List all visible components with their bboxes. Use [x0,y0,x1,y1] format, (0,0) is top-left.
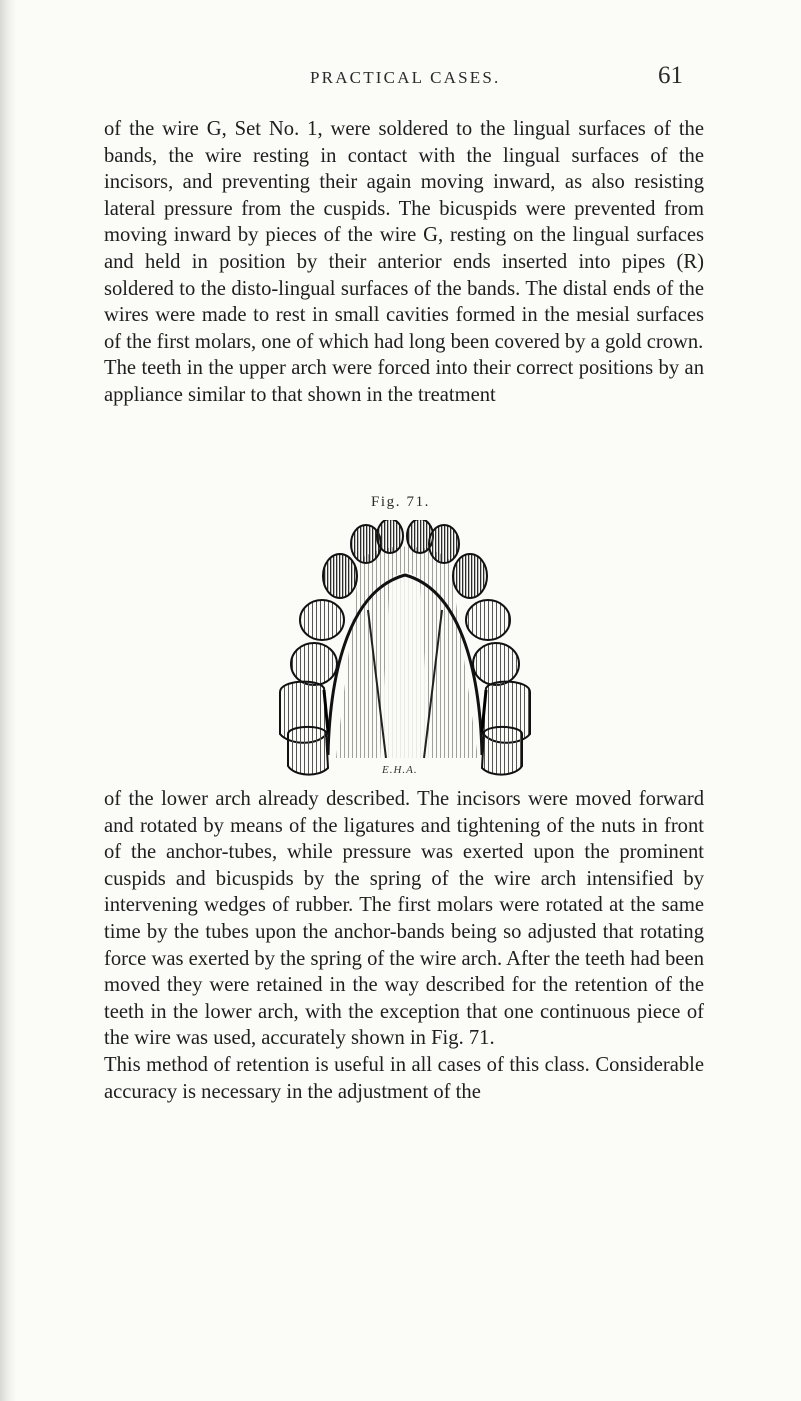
running-head [0,62,801,94]
page-edge-shadow [0,0,16,1401]
paragraph: of the wire G, Set No. 1, were soldered to the lingual surfaces of the bands, the wire resting in contact with the lingual surfaces of the incisors, and preventing their again moving inward, as also resisting lateral pressure from the cuspids. The bicuspids were prevented from moving inward by pieces of the wire G, resting on the lingual surfaces and held in position by their anterior ends inserted into pipes (R) soldered to the disto-lingual surfaces of the bands. The distal ends of the wires were made to rest in small cavities formed in the mesial surfaces of the first molars, one of which had long been covered by a gold crown. [104,118,704,353]
dental-arch-figure [240,520,570,780]
running-title: PRACTICAL CASES. [310,68,501,87]
page-number: 61 [658,62,683,89]
body-text-after-figure [104,786,704,1105]
paragraph: of the lower arch already described. The incisors were moved forward and rotated by means of the ligatures and tightening of the nuts in front of the anchor-tubes, while pressure was exerted upon the prominent cuspids and bicuspids by the spring of the wire arch intensified by intervening wedges of rubber. The first molars were rotated at the same time by the tubes upon the anchor-bands being so adjusted that rotating force was exerted by the spring of the wire arch. After the teeth had been moved they were retained in the way described for the retention of the teeth in the lower arch, with the exception that one continuous piece of the wire was used, accurately shown in Fig. 71. [104,788,704,1050]
figure-caption: Fig. 71. [370,494,431,510]
figure-artist-initials: E.H.A. [382,764,418,776]
paragraph: The teeth in the upper arch were forced into their correct positions by an appliance similar to that shown in the treatment [104,357,704,406]
paragraph: This method of retention is useful in all cases of this class. Considerable accuracy is necessary in the adjustment of the [104,1053,704,1103]
body-text-before-figure [104,116,704,409]
